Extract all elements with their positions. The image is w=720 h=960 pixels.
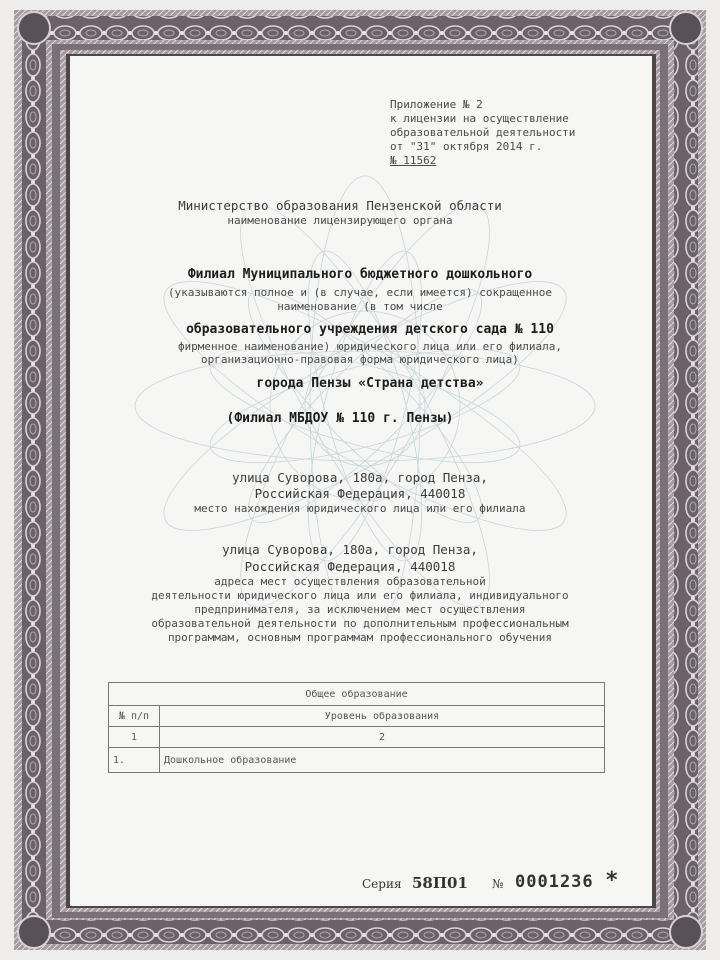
organization-short-name: (Филиал МБДОУ № 110 г. Пензы): [226, 411, 454, 426]
organization-name-line3: города Пензы «Страна детства»: [256, 376, 484, 391]
location-caption: место нахождения юридического лица или его филиала: [194, 502, 526, 515]
activity-caption-line1: адреса мест осуществления образовательной: [214, 575, 486, 588]
organization-caption-line1: (указываются полное и (в случае, если имеется) сокращенное: [167, 286, 553, 299]
organization-name-line1: Филиал Муниципального бюджетного дошкольного: [187, 267, 533, 282]
activity-caption-line4: образовательной деятельности по дополнительным профессиональным: [151, 617, 569, 630]
education-table: [108, 682, 605, 773]
table-header-number: № п/п: [109, 706, 160, 727]
appendix-line1: Приложение № 2: [390, 98, 483, 111]
series-label: Серия: [362, 877, 402, 891]
activity-caption-line3: предпринимателя, за исключением мест осуществления: [194, 603, 526, 616]
organization-caption-line2: наименование (в том числе: [277, 300, 443, 313]
activity-address-line2: Российская Федерация, 440018: [244, 559, 456, 574]
location-line2: Российская Федерация, 440018: [254, 486, 466, 501]
licensor-caption: наименование лицензирующего органа: [227, 214, 453, 227]
location-line1: улица Суворова, 180а, город Пенза,: [232, 470, 488, 485]
appendix-license-number: № 11562: [390, 154, 437, 167]
table-section-title: Общее образование: [109, 683, 605, 706]
serial-number: 0001236: [515, 872, 594, 892]
table-row: [109, 748, 605, 773]
activity-address-line1: улица Суворова, 180а, город Пенза,: [222, 542, 478, 557]
series-value: 58П01: [412, 874, 468, 892]
table-col-index-2: 2: [160, 727, 605, 748]
table-row-level: Дошкольное образование: [160, 748, 605, 773]
activity-caption-line5: программам, основным программам профессионального обучения: [167, 631, 553, 644]
table-row-number: 1.: [109, 748, 160, 773]
appendix-line3: образовательной деятельности: [390, 126, 576, 139]
table-header-level: Уровень образования: [160, 706, 605, 727]
licensor-name: Министерство образования Пензенской области: [178, 198, 502, 213]
appendix-date: от "31" октября 2014 г.: [390, 140, 543, 153]
organization-caption-line4: организационно-правовая форма юридического лица): [201, 353, 519, 366]
activity-caption-line2: деятельности юридического лица или его филиала, индивидуального: [151, 589, 569, 602]
appendix-line2: к лицензии на осуществление: [390, 112, 569, 125]
table-col-index-1: 1: [109, 727, 160, 748]
asterisk-mark: *: [606, 868, 618, 893]
number-label: №: [492, 877, 504, 891]
organization-caption-line3: фирменное наименование) юридического лица или его филиала,: [177, 340, 563, 353]
organization-name-line2: образовательного учреждения детского сада № 110: [186, 322, 554, 337]
